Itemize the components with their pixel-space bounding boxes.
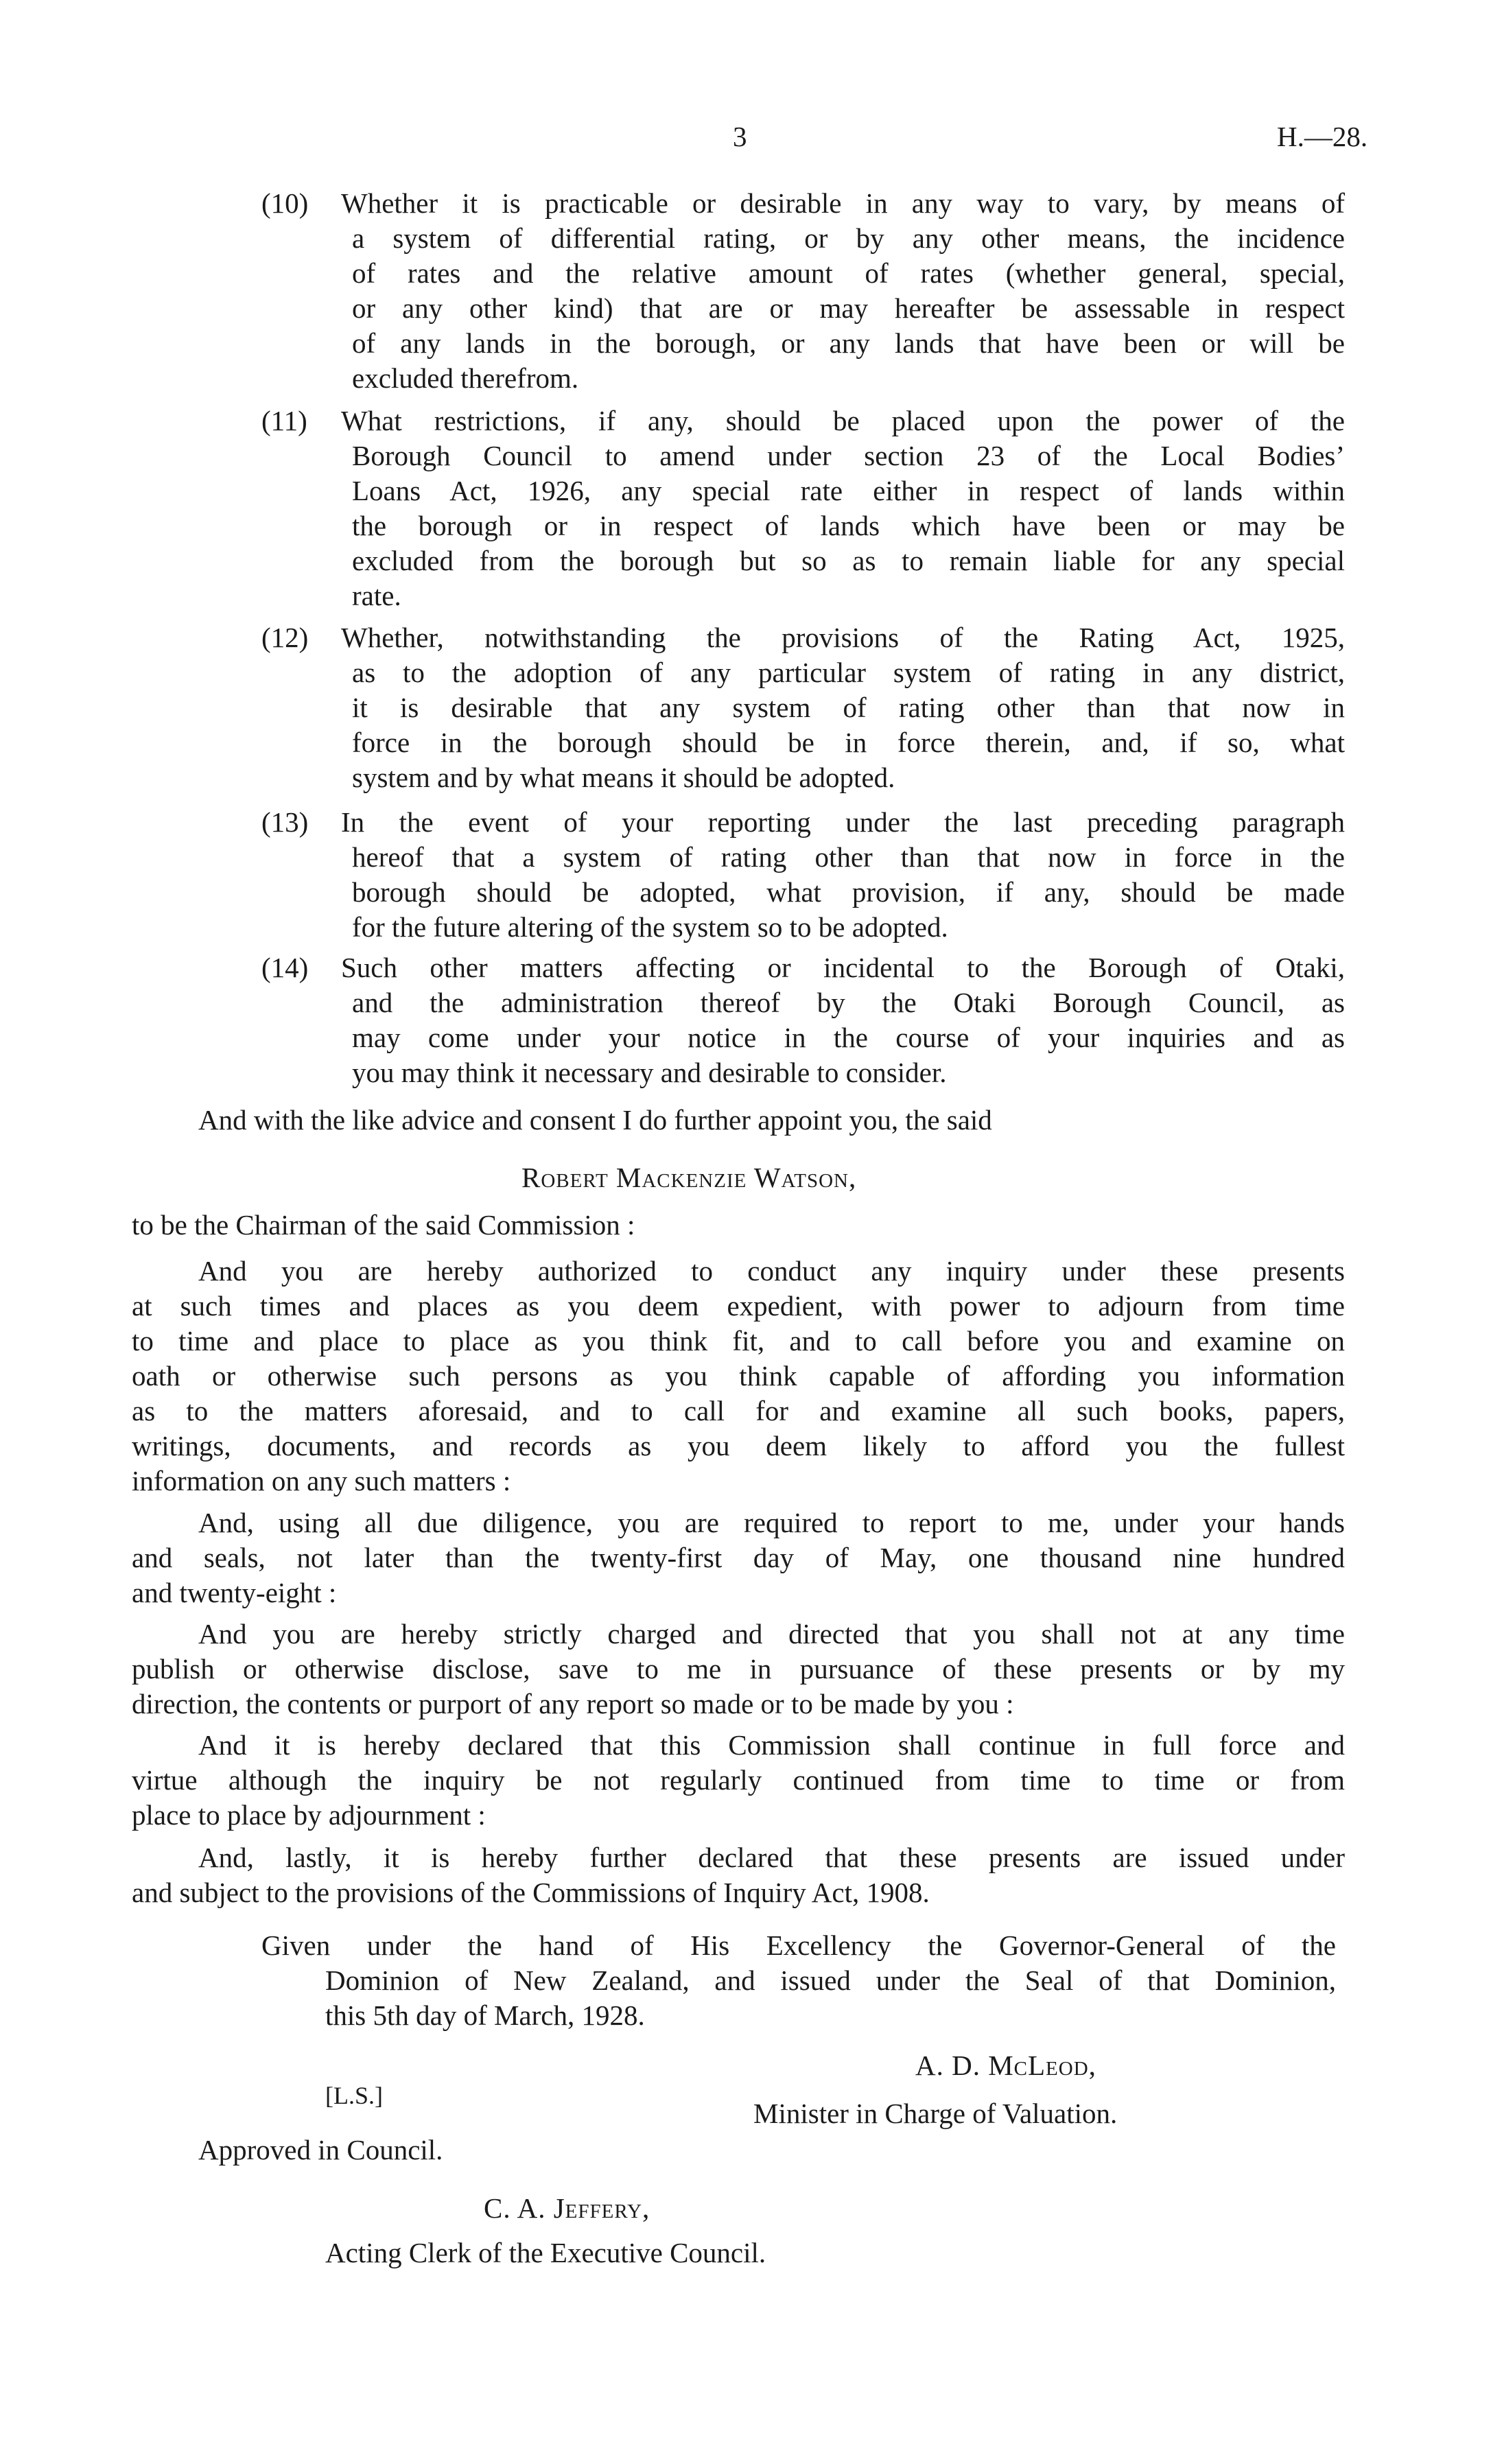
text-line: excluded therefrom.	[352, 362, 579, 394]
text-line: the borough or in respect of lands which have been or may be	[352, 510, 1345, 541]
item-number: (13)	[261, 806, 309, 838]
text-line: and the administration thereof by the Otaki Borough Council, as	[352, 987, 1345, 1018]
item-11	[0, 403, 1345, 613]
text-line: Whether, notwithstanding the provisions of the Rating Act, 1925,	[341, 622, 1345, 653]
text-line: force in the borough should be in force therein, and, if so, what	[352, 727, 1345, 758]
text-line: for the future altering of the system so to be adopted.	[352, 911, 948, 943]
page-number: 3	[733, 121, 747, 152]
clerk-title: Acting Clerk of the Executive Council.	[325, 2237, 766, 2268]
text-line: And you are hereby strictly charged and directed that you shall not at any time	[198, 1618, 1345, 1650]
approved-in-council: Approved in Council.	[198, 2134, 443, 2166]
text-line: rate.	[352, 580, 401, 611]
text-line: hereof that a system of rating other than that now in force in the	[352, 841, 1345, 873]
text-line: Given under the hand of His Excellency the Governor-General of the	[261, 1929, 1336, 1961]
minister-name: A. D. McLeod,	[915, 2050, 1096, 2081]
paragraph-continuance	[132, 1728, 1345, 1833]
document-reference: H.—28.	[1277, 121, 1368, 152]
text-line: and seals, not later than the twenty-first day of May, one thousand nine hundred	[132, 1542, 1345, 1573]
text-line: Dominion of New Zealand, and issued under the Seal of that Dominion,	[325, 1964, 1336, 1996]
text-line: and subject to the provisions of the Commissions of Inquiry Act, 1908.	[132, 1877, 930, 1908]
seal-mark: [L.S.]	[325, 2082, 383, 2109]
text-line: it is desirable that any system of rating other than that now in	[352, 692, 1345, 723]
text-line: of rates and the relative amount of rates (whether general, special,	[352, 257, 1345, 289]
text-line: Such other matters affecting or incidental to the Borough of Otaki,	[341, 952, 1345, 983]
text-line: In the event of your reporting under the last preceding paragraph	[341, 806, 1345, 838]
item-10	[0, 186, 1345, 396]
item-number: (14)	[261, 952, 309, 983]
text-line: And it is hereby declared that this Commission shall continue in full force and	[198, 1729, 1345, 1761]
text-line: may come under your notice in the course of your inquiries and as	[352, 1022, 1345, 1053]
text-line: Whether it is practicable or desirable in any way to vary, by means of	[341, 187, 1345, 219]
paragraph-report-deadline	[132, 1505, 1345, 1610]
text-line: information on any such matters :	[132, 1465, 511, 1497]
text-line: system and by what means it should be adopted.	[352, 762, 895, 793]
text-line: to time and place to place as you think fit, and to call before you and examine on	[132, 1325, 1345, 1357]
minister-title: Minister in Charge of Valuation.	[753, 2098, 1118, 2129]
text-line: at such times and places as you deem expedient, with power to adjourn from time	[132, 1290, 1345, 1322]
text-line: Borough Council to amend under section 23 of the Local Bodies’	[352, 440, 1345, 471]
text-line: borough should be adopted, what provision, if any, should be made	[352, 876, 1345, 908]
text-line: this 5th day of March, 1928.	[325, 1999, 645, 2031]
item-12	[0, 620, 1345, 795]
paragraph-confidentiality	[132, 1617, 1345, 1722]
text-line: of any lands in the borough, or any lands that have been or will be	[352, 327, 1345, 359]
text-line: direction, the contents or purport of any report so made or to be made by you :	[132, 1688, 1014, 1720]
text-line: excluded from the borough but so as to remain liable for any special	[352, 545, 1345, 576]
chairman-name: Robert Mackenzie Watson,	[521, 1162, 857, 1193]
text-line: What restrictions, if any, should be placed upon the power of the	[341, 405, 1345, 436]
paragraph-authority	[132, 1254, 1345, 1499]
item-13	[0, 805, 1345, 945]
text-line: a system of differential rating, or by any other means, the incidence	[352, 222, 1345, 254]
text-line: as to the adoption of any particular system of rating in any district,	[352, 657, 1345, 688]
text-line: you may think it necessary and desirable to consider.	[352, 1057, 947, 1088]
text-line: And, lastly, it is hereby further declared that these presents are issued under	[198, 1842, 1345, 1873]
clerk-name: C. A. Jeffery,	[484, 2192, 650, 2224]
text-line: publish or otherwise disclose, save to me in pursuance of these presents or by my	[132, 1653, 1345, 1685]
text-line: writings, documents, and records as you deem likely to afford you the fullest	[132, 1430, 1345, 1462]
text-line: oath or otherwise such persons as you think capable of affording you information	[132, 1360, 1345, 1392]
text-line: or any other kind) that are or may hereafter be assessable in respect	[352, 292, 1345, 324]
text-line: And, using all due diligence, you are required to report to me, under your hands	[198, 1507, 1345, 1538]
chairman-role: to be the Chairman of the said Commission :	[132, 1209, 635, 1241]
appointment-intro: And with the like advice and consent I do further appoint you, the said	[198, 1104, 992, 1136]
item-14	[0, 950, 1345, 1090]
text-line: place to place by adjournment :	[132, 1799, 486, 1831]
paragraph-act-reference	[132, 1840, 1345, 1910]
item-number: (12)	[261, 622, 309, 653]
item-number: (10)	[261, 187, 309, 219]
text-line: and twenty-eight :	[132, 1577, 337, 1608]
item-number: (11)	[261, 405, 307, 436]
text-line: virtue although the inquiry be not regularly continued from time to time or from	[132, 1764, 1345, 1796]
text-line: as to the matters aforesaid, and to call for and examine all such books, papers,	[132, 1395, 1345, 1427]
given-under-hand	[261, 1928, 1336, 2033]
text-line: And you are hereby authorized to conduct any inquiry under these presents	[198, 1255, 1345, 1287]
text-line: Loans Act, 1926, any special rate either in respect of lands within	[352, 475, 1345, 506]
